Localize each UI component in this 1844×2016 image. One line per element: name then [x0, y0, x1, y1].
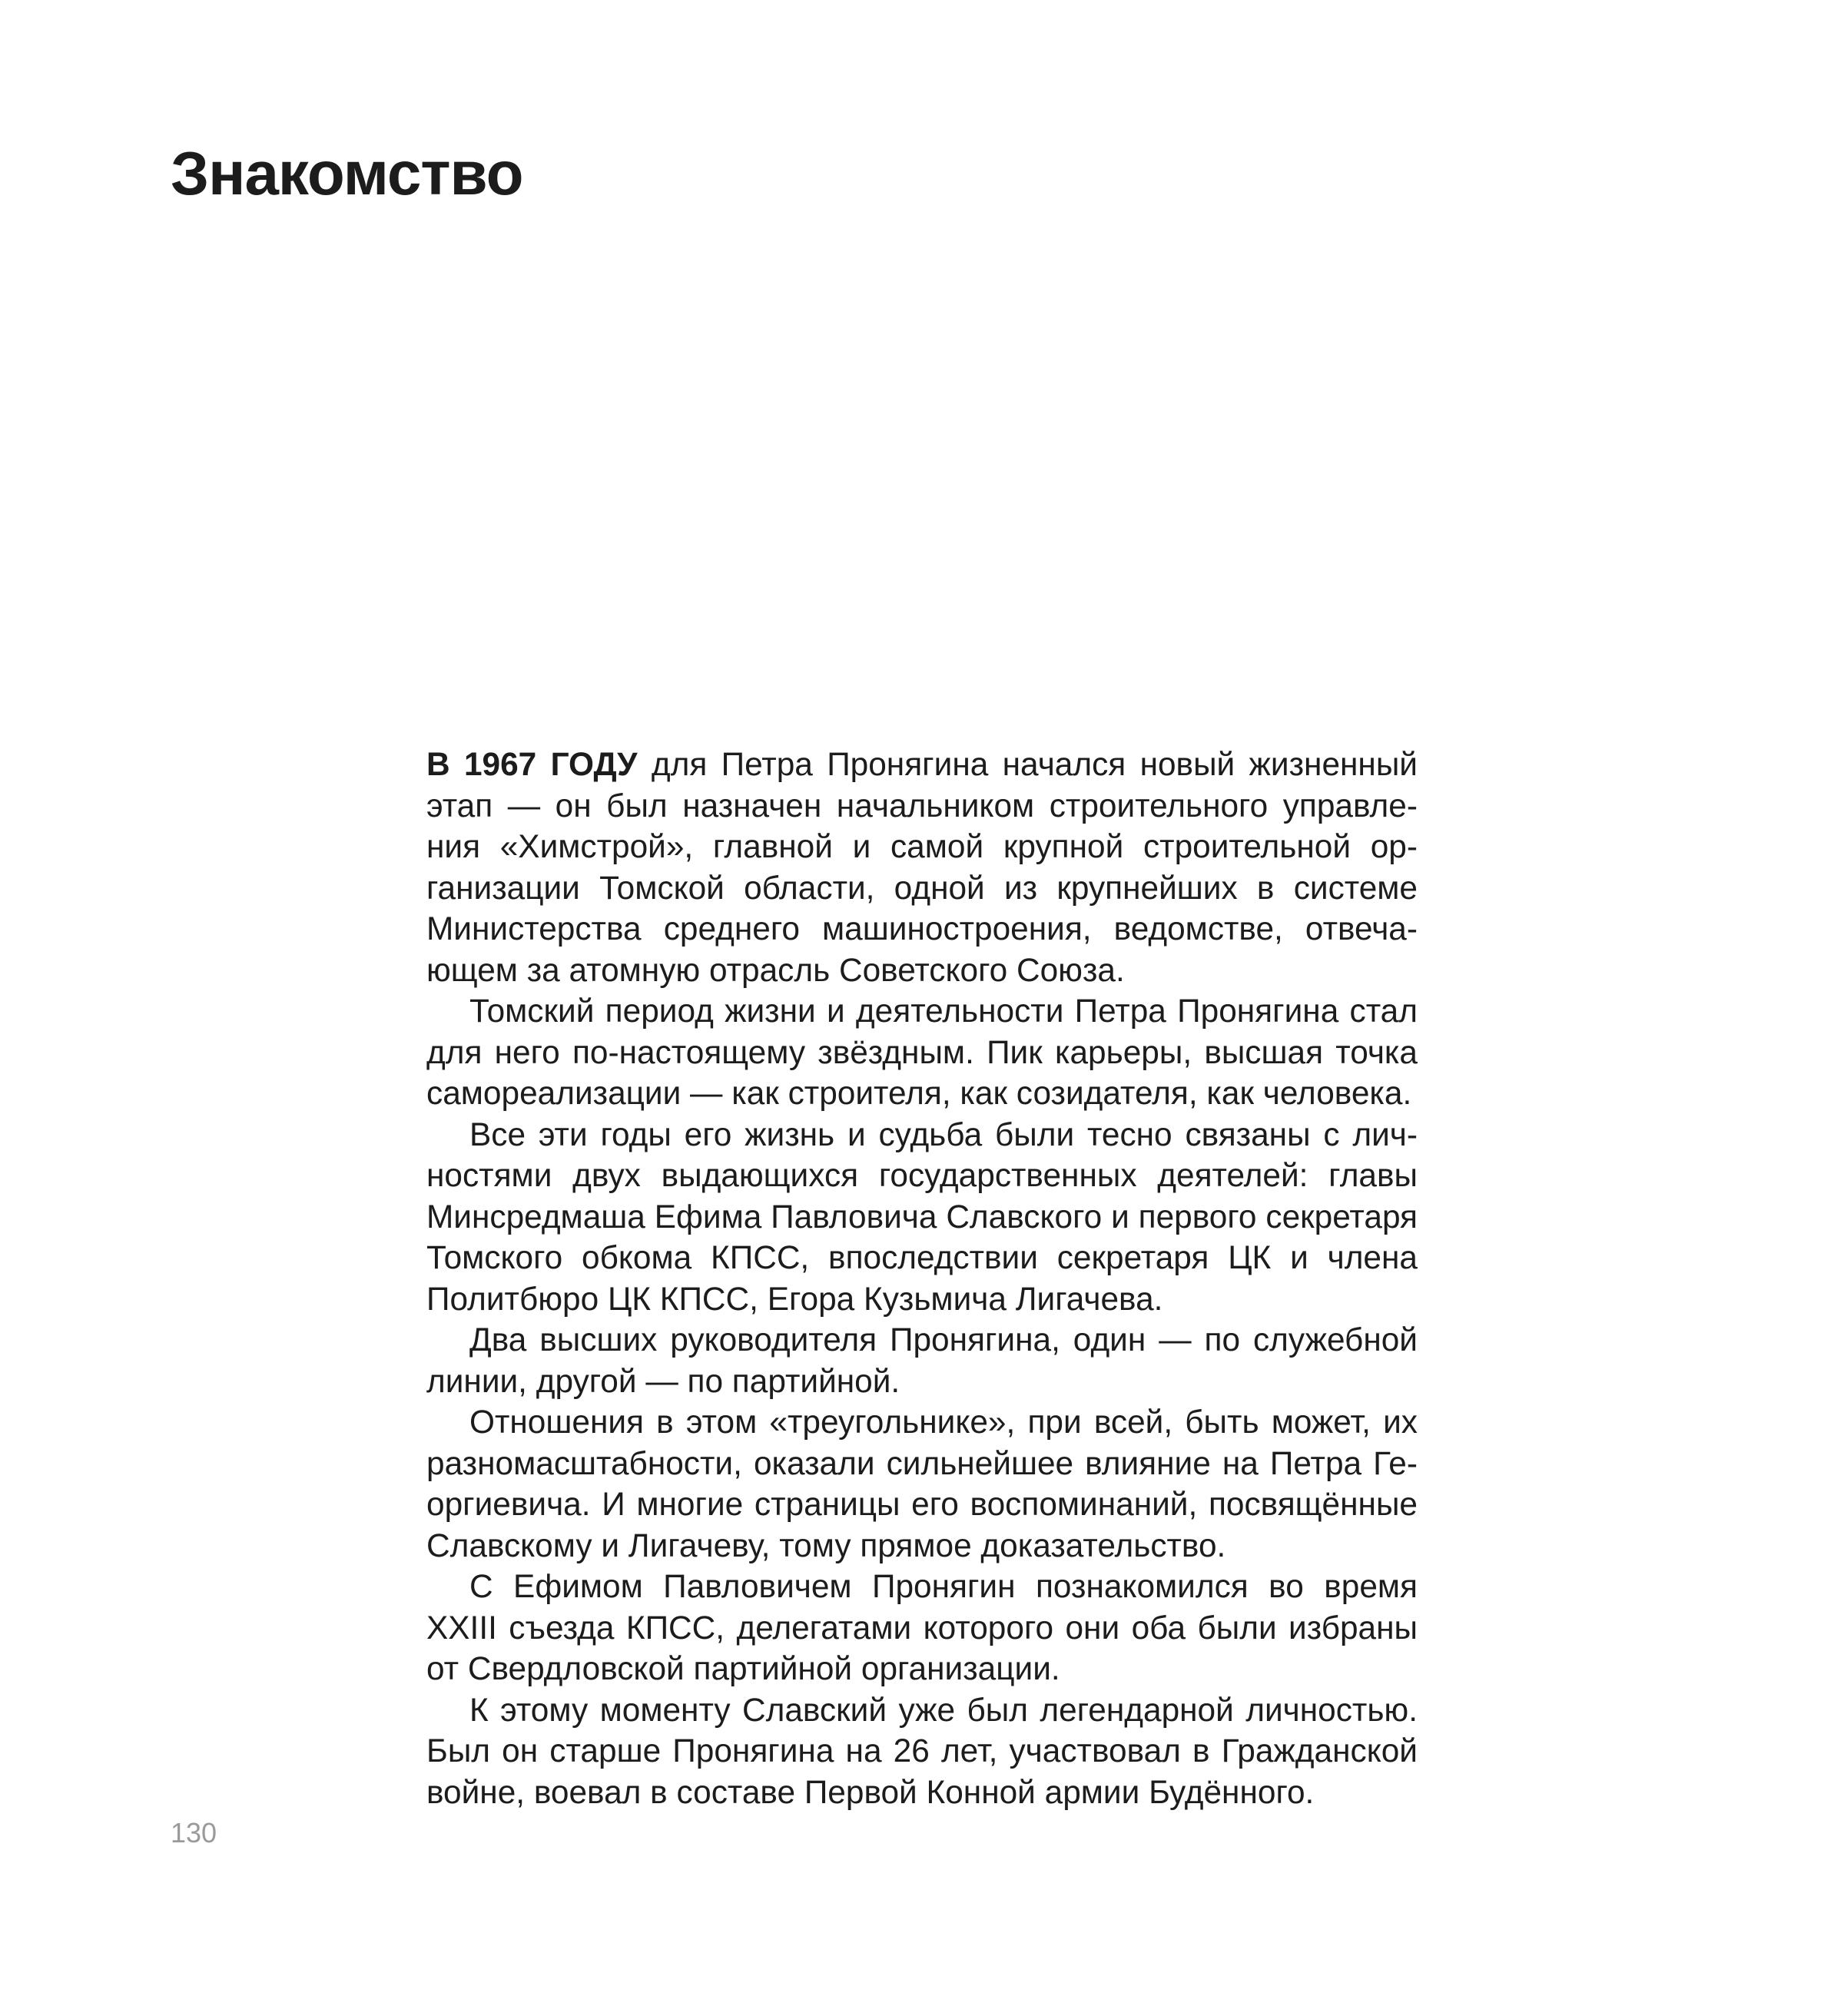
paragraph-7: К этому моменту Славский уже был легендарной личностью. Был он старше Пронягина на 26 лет, участвовал в Гражданской войне, воевал в составе Первой Конной армии Будённого.	[426, 1691, 1418, 1810]
paragraph-6: С Ефимом Павловичем Пронягин познакомился во время XXIII съезда КПСС, делегатами которого они оба были избраны от Свердловской партийной организации.	[426, 1568, 1418, 1686]
paragraph-4: Два высших руководителя Пронягина, один — по служебной линии, другой — по партийной.	[426, 1321, 1418, 1399]
body-text	[426, 744, 1418, 1812]
paragraph-5: Отношения в этом «треугольнике», при всей, быть может, их разномасштабности, оказали сильнейшее влияние на Петра Георгиевича. И многие страницы его воспоминаний, посвящённые Славскому и Лигачеву, тому прямое доказательство.	[426, 1404, 1418, 1563]
paragraph-1	[426, 744, 1418, 990]
page-title: Знакомство	[171, 139, 523, 207]
lead-in: В 1967 ГОДУ	[426, 746, 638, 782]
paragraph-3: Все эти годы его жизнь и судьба были тесно связаны с личностями двух выдающихся государственных деятелей: главы Минсредмаша Ефима Павловича Славского и первого секретаря Томского обкома КПСС, впоследствии секретаря ЦК и члена Политбюро ЦК КПСС, Егора Кузьмича Лигачева.	[426, 1116, 1418, 1317]
paragraph-2: Томский период жизни и деятельности Петра Пронягина стал для него по-настоящему звёздным. Пик карьеры, высшая точка самореализации — как строителя, как созидателя, как человека.	[426, 993, 1418, 1111]
paragraph-text: для Петра Пронягина начался новый жизненный этап — он был назначен начальником строительного управления «Химстрой», главной и самой крупной строительной организации Томской области, одной из крупнейших в системе Министерства среднего машиностроения, ведомстве, отвечающем за атомную отрасль Советского Союза.	[426, 746, 1418, 988]
page-number: 130	[171, 1817, 217, 1849]
